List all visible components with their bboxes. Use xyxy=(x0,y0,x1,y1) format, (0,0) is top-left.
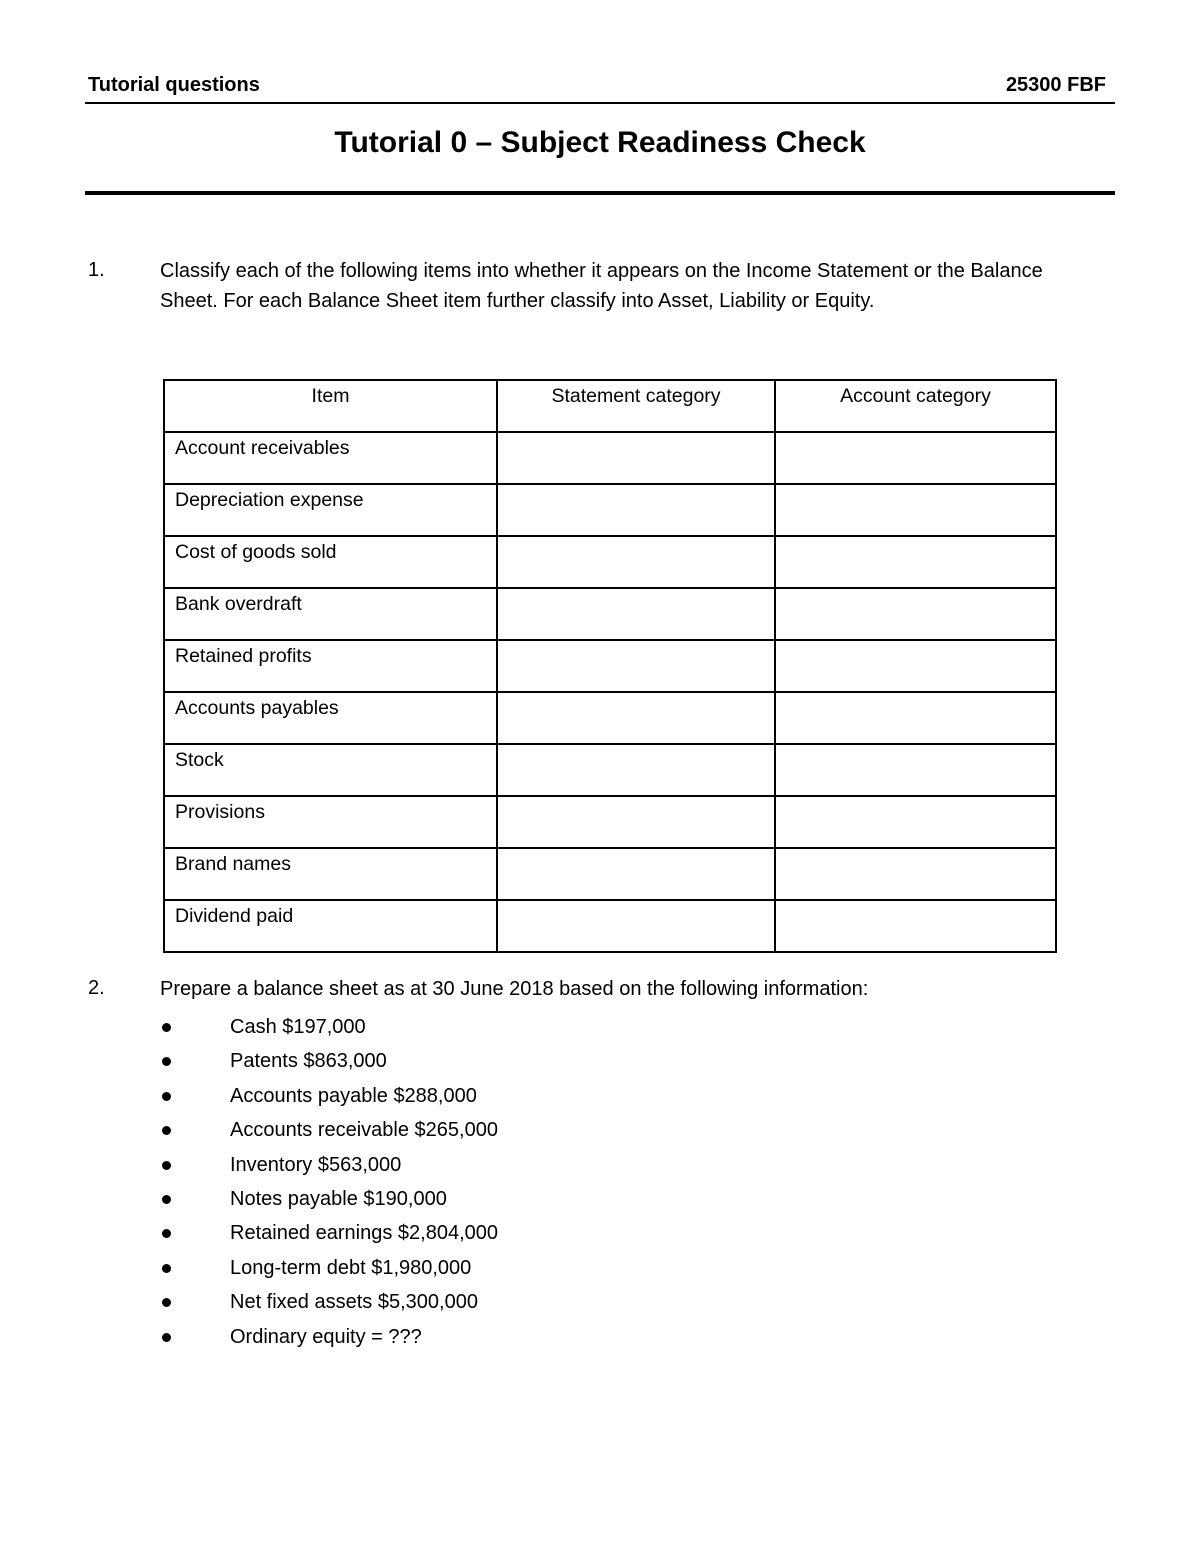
question-1-text: Classify each of the following items into whether it appears on the Income Statement or the Balance Sheet. For each Balance Sheet item further classify into Asset, Liability or Equity. xyxy=(160,260,1043,312)
list-item-text: Patents $863,000 xyxy=(230,1050,387,1073)
statement-category-cell[interactable] xyxy=(497,484,775,536)
page-title: Tutorial 0 – Subject Readiness Check xyxy=(334,126,866,159)
bullet-icon xyxy=(162,1229,171,1238)
statement-category-cell[interactable] xyxy=(497,848,775,900)
bullet-icon xyxy=(162,1126,171,1135)
statement-category-cell[interactable] xyxy=(497,536,775,588)
item-cell: Stock xyxy=(164,744,497,796)
question-2-text: Prepare a balance sheet as at 30 June 2018 based on the following information: xyxy=(160,978,869,1000)
account-category-cell[interactable] xyxy=(775,432,1056,484)
list-item xyxy=(160,1252,498,1286)
statement-category-cell[interactable] xyxy=(497,640,775,692)
table-row xyxy=(164,900,1056,952)
table-row xyxy=(164,536,1056,588)
table-row xyxy=(164,848,1056,900)
statement-category-cell[interactable] xyxy=(497,744,775,796)
table-row xyxy=(164,744,1056,796)
header-statement-category: Statement category xyxy=(497,380,775,432)
list-item-text: Long-term debt $1,980,000 xyxy=(230,1256,472,1279)
list-item-text: Cash $197,000 xyxy=(230,1016,366,1038)
table-header-row xyxy=(164,380,1056,432)
list-item xyxy=(160,1321,498,1355)
account-category-cell[interactable] xyxy=(775,536,1056,588)
list-item-text: Retained earnings $2,804,000 xyxy=(230,1222,498,1245)
bullet-icon xyxy=(162,1333,171,1342)
statement-category-cell[interactable] xyxy=(497,432,775,484)
list-item xyxy=(160,1045,498,1079)
classification-table xyxy=(163,379,1057,953)
table-row xyxy=(164,432,1056,484)
bullet-icon xyxy=(162,1023,171,1032)
account-category-cell[interactable] xyxy=(775,848,1056,900)
header-divider xyxy=(85,102,1115,104)
header-left: Tutorial questions xyxy=(88,74,260,96)
list-item-text: Ordinary equity = ??? xyxy=(230,1325,422,1348)
header-right: 25300 FBF xyxy=(1005,74,1106,96)
item-cell: Account receivables xyxy=(164,432,497,484)
item-cell: Brand names xyxy=(164,848,497,900)
item-cell: Depreciation expense xyxy=(164,484,497,536)
item-cell: Retained profits xyxy=(164,640,497,692)
question-1-number: 1. xyxy=(88,259,105,281)
list-item-text: Accounts receivable $265,000 xyxy=(230,1119,498,1142)
table-row xyxy=(164,640,1056,692)
account-category-cell[interactable] xyxy=(775,692,1056,744)
table-row xyxy=(164,692,1056,744)
header-item: Item xyxy=(164,380,497,432)
account-category-cell[interactable] xyxy=(775,900,1056,952)
title-divider xyxy=(85,191,1115,195)
statement-category-cell[interactable] xyxy=(497,900,775,952)
list-item-text: Notes payable $190,000 xyxy=(230,1187,447,1210)
account-category-cell[interactable] xyxy=(775,484,1056,536)
balance-info-list xyxy=(160,1011,498,1355)
list-item xyxy=(160,1217,498,1251)
statement-category-cell[interactable] xyxy=(497,796,775,848)
statement-category-cell[interactable] xyxy=(497,692,775,744)
table-row xyxy=(164,588,1056,640)
account-category-cell[interactable] xyxy=(775,588,1056,640)
bullet-icon xyxy=(162,1092,171,1101)
bullet-icon xyxy=(162,1298,171,1307)
item-cell: Provisions xyxy=(164,796,497,848)
item-cell: Cost of goods sold xyxy=(164,536,497,588)
list-item-text: Accounts payable $288,000 xyxy=(230,1084,477,1107)
list-item-text: Net fixed assets $5,300,000 xyxy=(230,1291,478,1314)
table-row xyxy=(164,796,1056,848)
list-item xyxy=(160,1183,498,1217)
bullet-icon xyxy=(162,1195,171,1204)
item-cell: Accounts payables xyxy=(164,692,497,744)
table-row xyxy=(164,484,1056,536)
bullet-icon xyxy=(162,1057,171,1066)
list-item xyxy=(160,1286,498,1320)
list-item xyxy=(160,1080,498,1114)
bullet-icon xyxy=(162,1264,171,1273)
bullet-icon xyxy=(162,1161,171,1170)
item-cell: Dividend paid xyxy=(164,900,497,952)
account-category-cell[interactable] xyxy=(775,796,1056,848)
statement-category-cell[interactable] xyxy=(497,588,775,640)
list-item xyxy=(160,1011,498,1045)
account-category-cell[interactable] xyxy=(775,640,1056,692)
list-item-text: Inventory $563,000 xyxy=(230,1153,402,1176)
list-item xyxy=(160,1114,498,1148)
list-item xyxy=(160,1149,498,1183)
header-account-category: Account category xyxy=(775,380,1056,432)
question-2-number: 2. xyxy=(88,977,105,999)
account-category-cell[interactable] xyxy=(775,744,1056,796)
item-cell: Bank overdraft xyxy=(164,588,497,640)
